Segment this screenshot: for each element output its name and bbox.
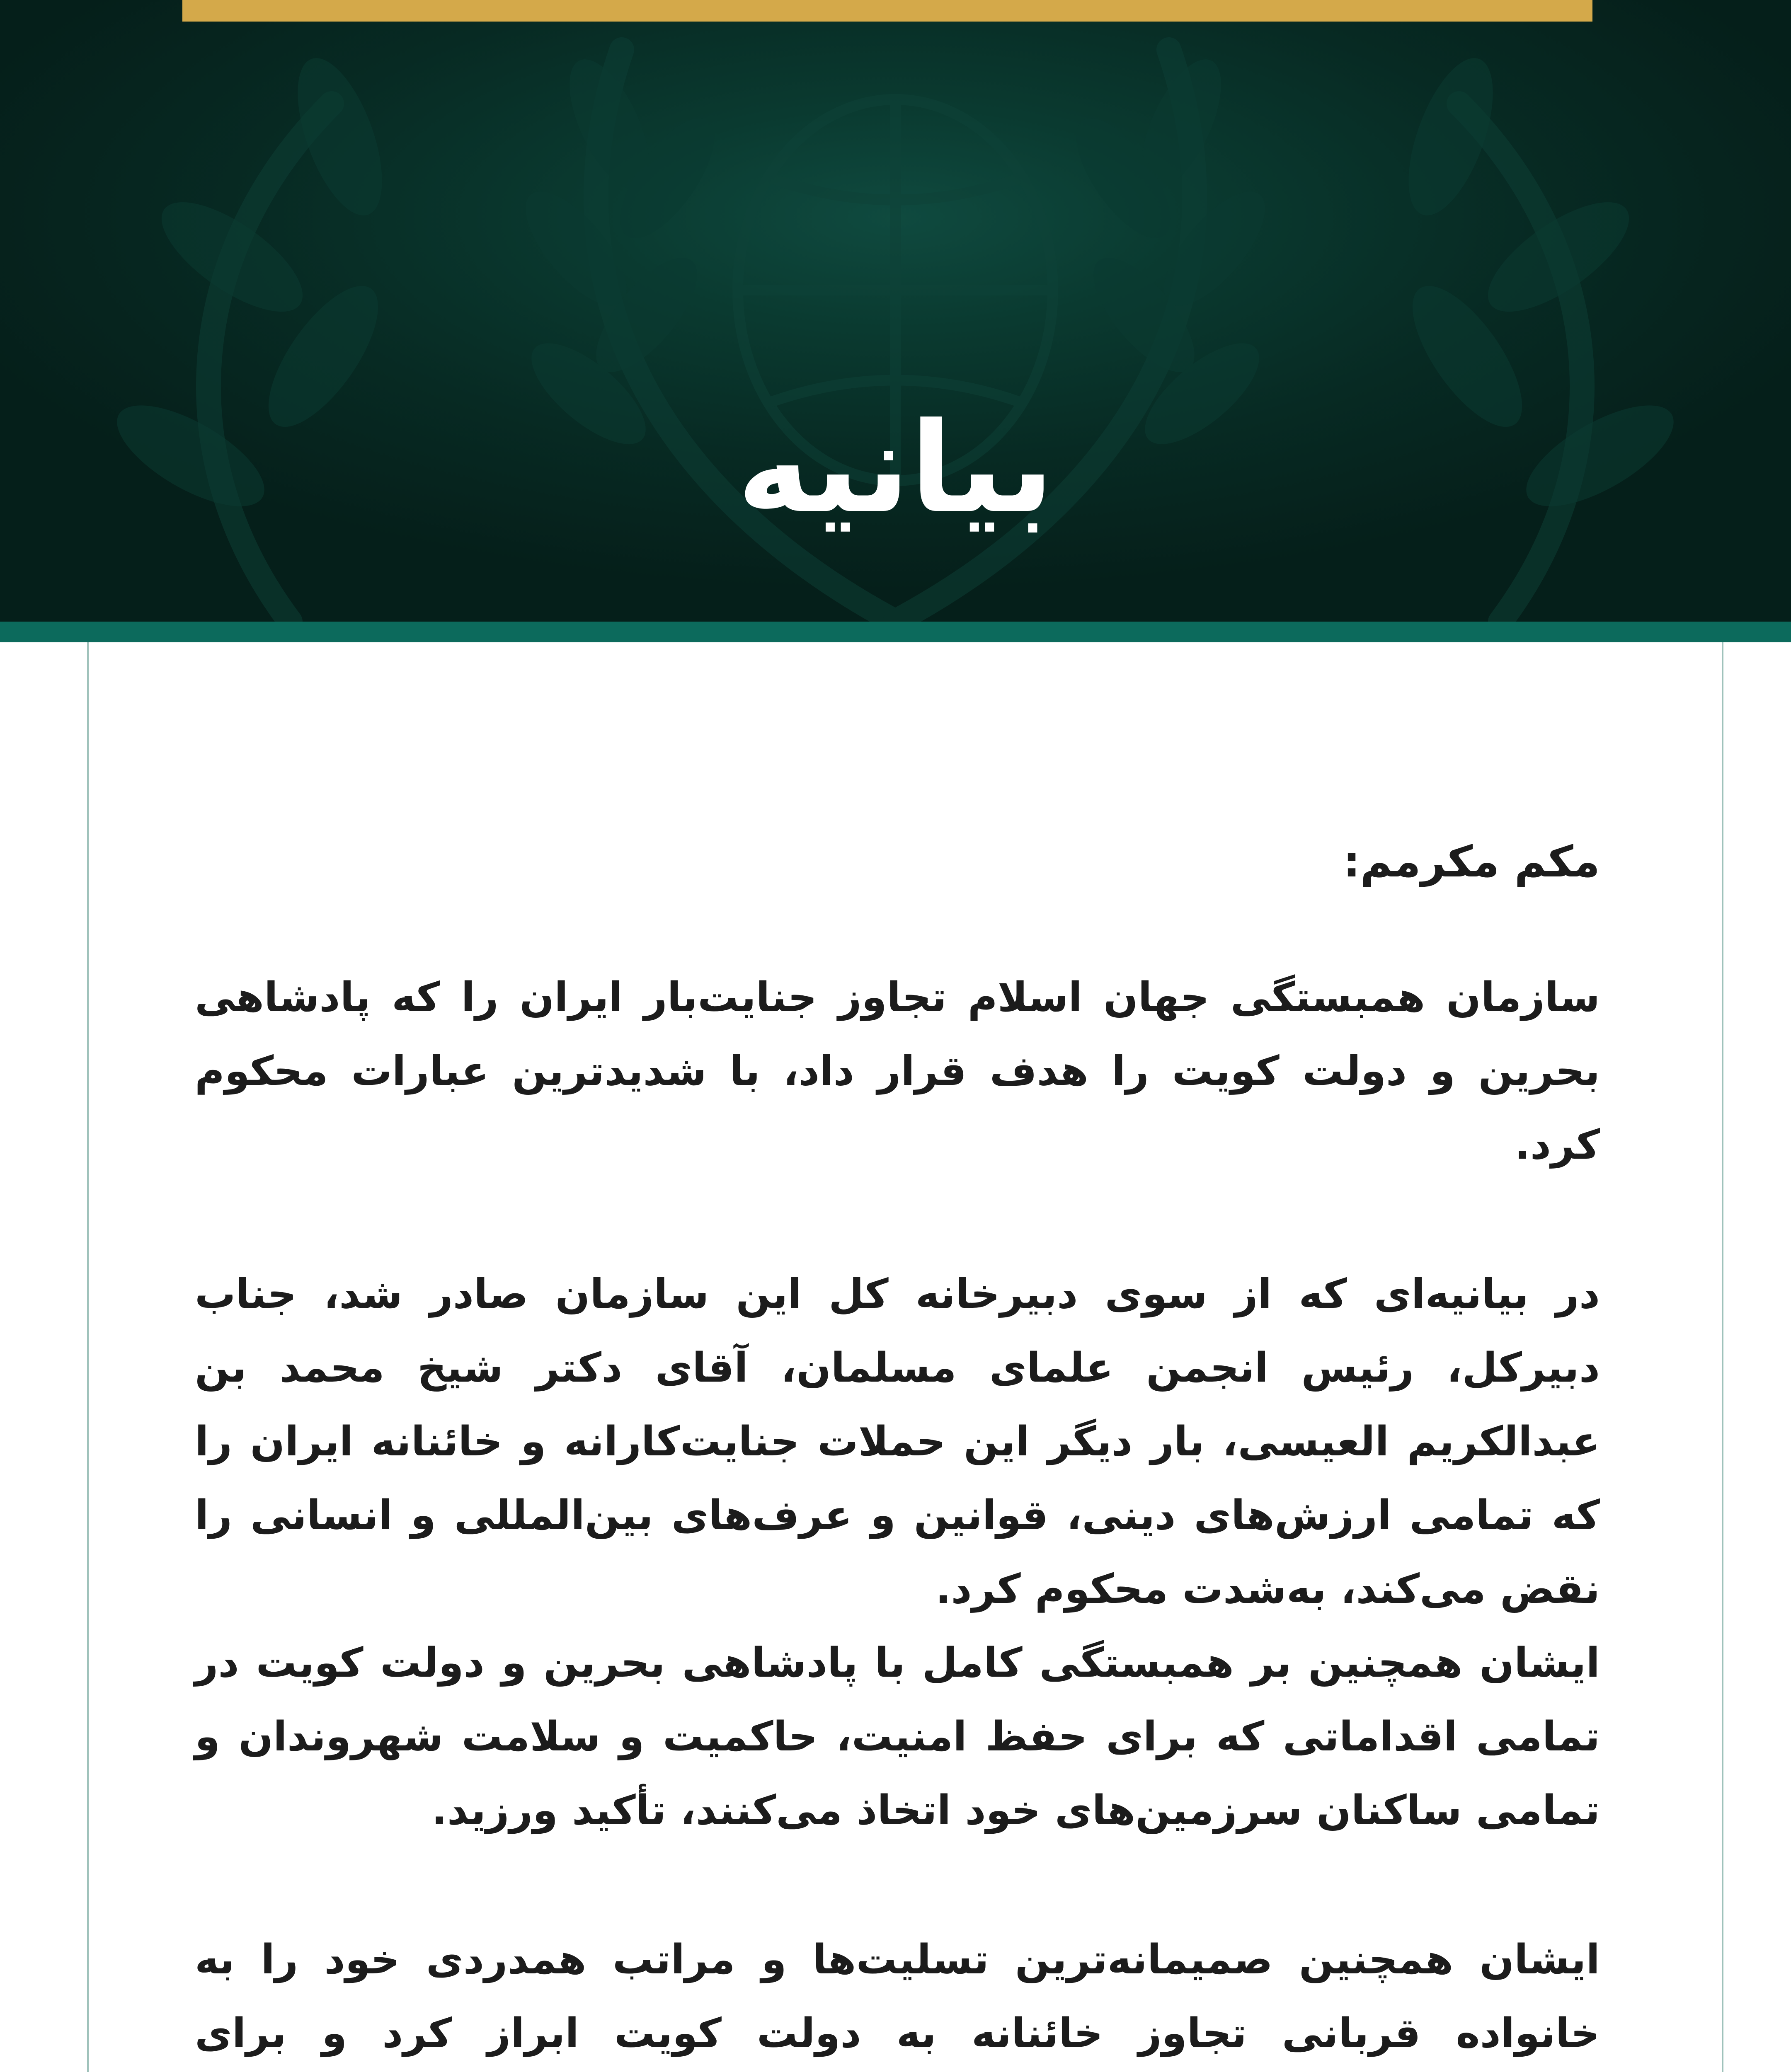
header-bottom-band — [0, 622, 1791, 642]
paragraph-solidarity: ایشان همچنین بر همبستگی کامل با پادشاهی بحرین و دولت کویت در تمامی اقداماتی که برای حفظ امنیت، حاکمیت و سلامت شهروندان و تمامی ساکنان سرزمین‌های خود اتخاذ می‌کنند، تأکید ورزید. — [195, 1639, 1600, 1834]
frame-line-right — [1722, 642, 1723, 2072]
salutation: مکم مکرمم: — [1343, 836, 1600, 887]
paragraph-condolences: ایشان همچنین صمیمانه‌ترین تسلیت‌ها و مراتب همدردی خود را به خانواده قربانی تجاوز خائنانه به دولت کویت ابراز کرد و برای — [195, 1936, 1600, 2057]
paragraph-secretary-general: در بیانیه‌ای که از سوی دبیرخانه کل این سازمان صادر شد، جناب دبیرکل، رئیس انجمن علمای مسلمان، آقای دکتر شیخ محمد بن عبدالکریم العیسی، بار دیگر این حملات جنایت‌کارانه و خائنانه ایران را که تمامی ارزش‌های دینی، قوانین و عرف‌های بین‌المللی و انسانی را نقض می‌کند، به‌شدت محکوم کرد. — [195, 1271, 1600, 1613]
page-title: بیانیه — [737, 396, 1054, 540]
header-banner — [0, 0, 1791, 622]
paragraph-condemnation: سازمان همبستگی جهان اسلام تجاوز جنایت‌بار ایران را که پادشاهی بحرین و دولت کویت را هدف قرار داد، با شدیدترین عبارات محکوم کرد. — [195, 974, 1600, 1169]
statement-body — [195, 825, 1600, 2072]
frame-line-left — [87, 642, 89, 2072]
